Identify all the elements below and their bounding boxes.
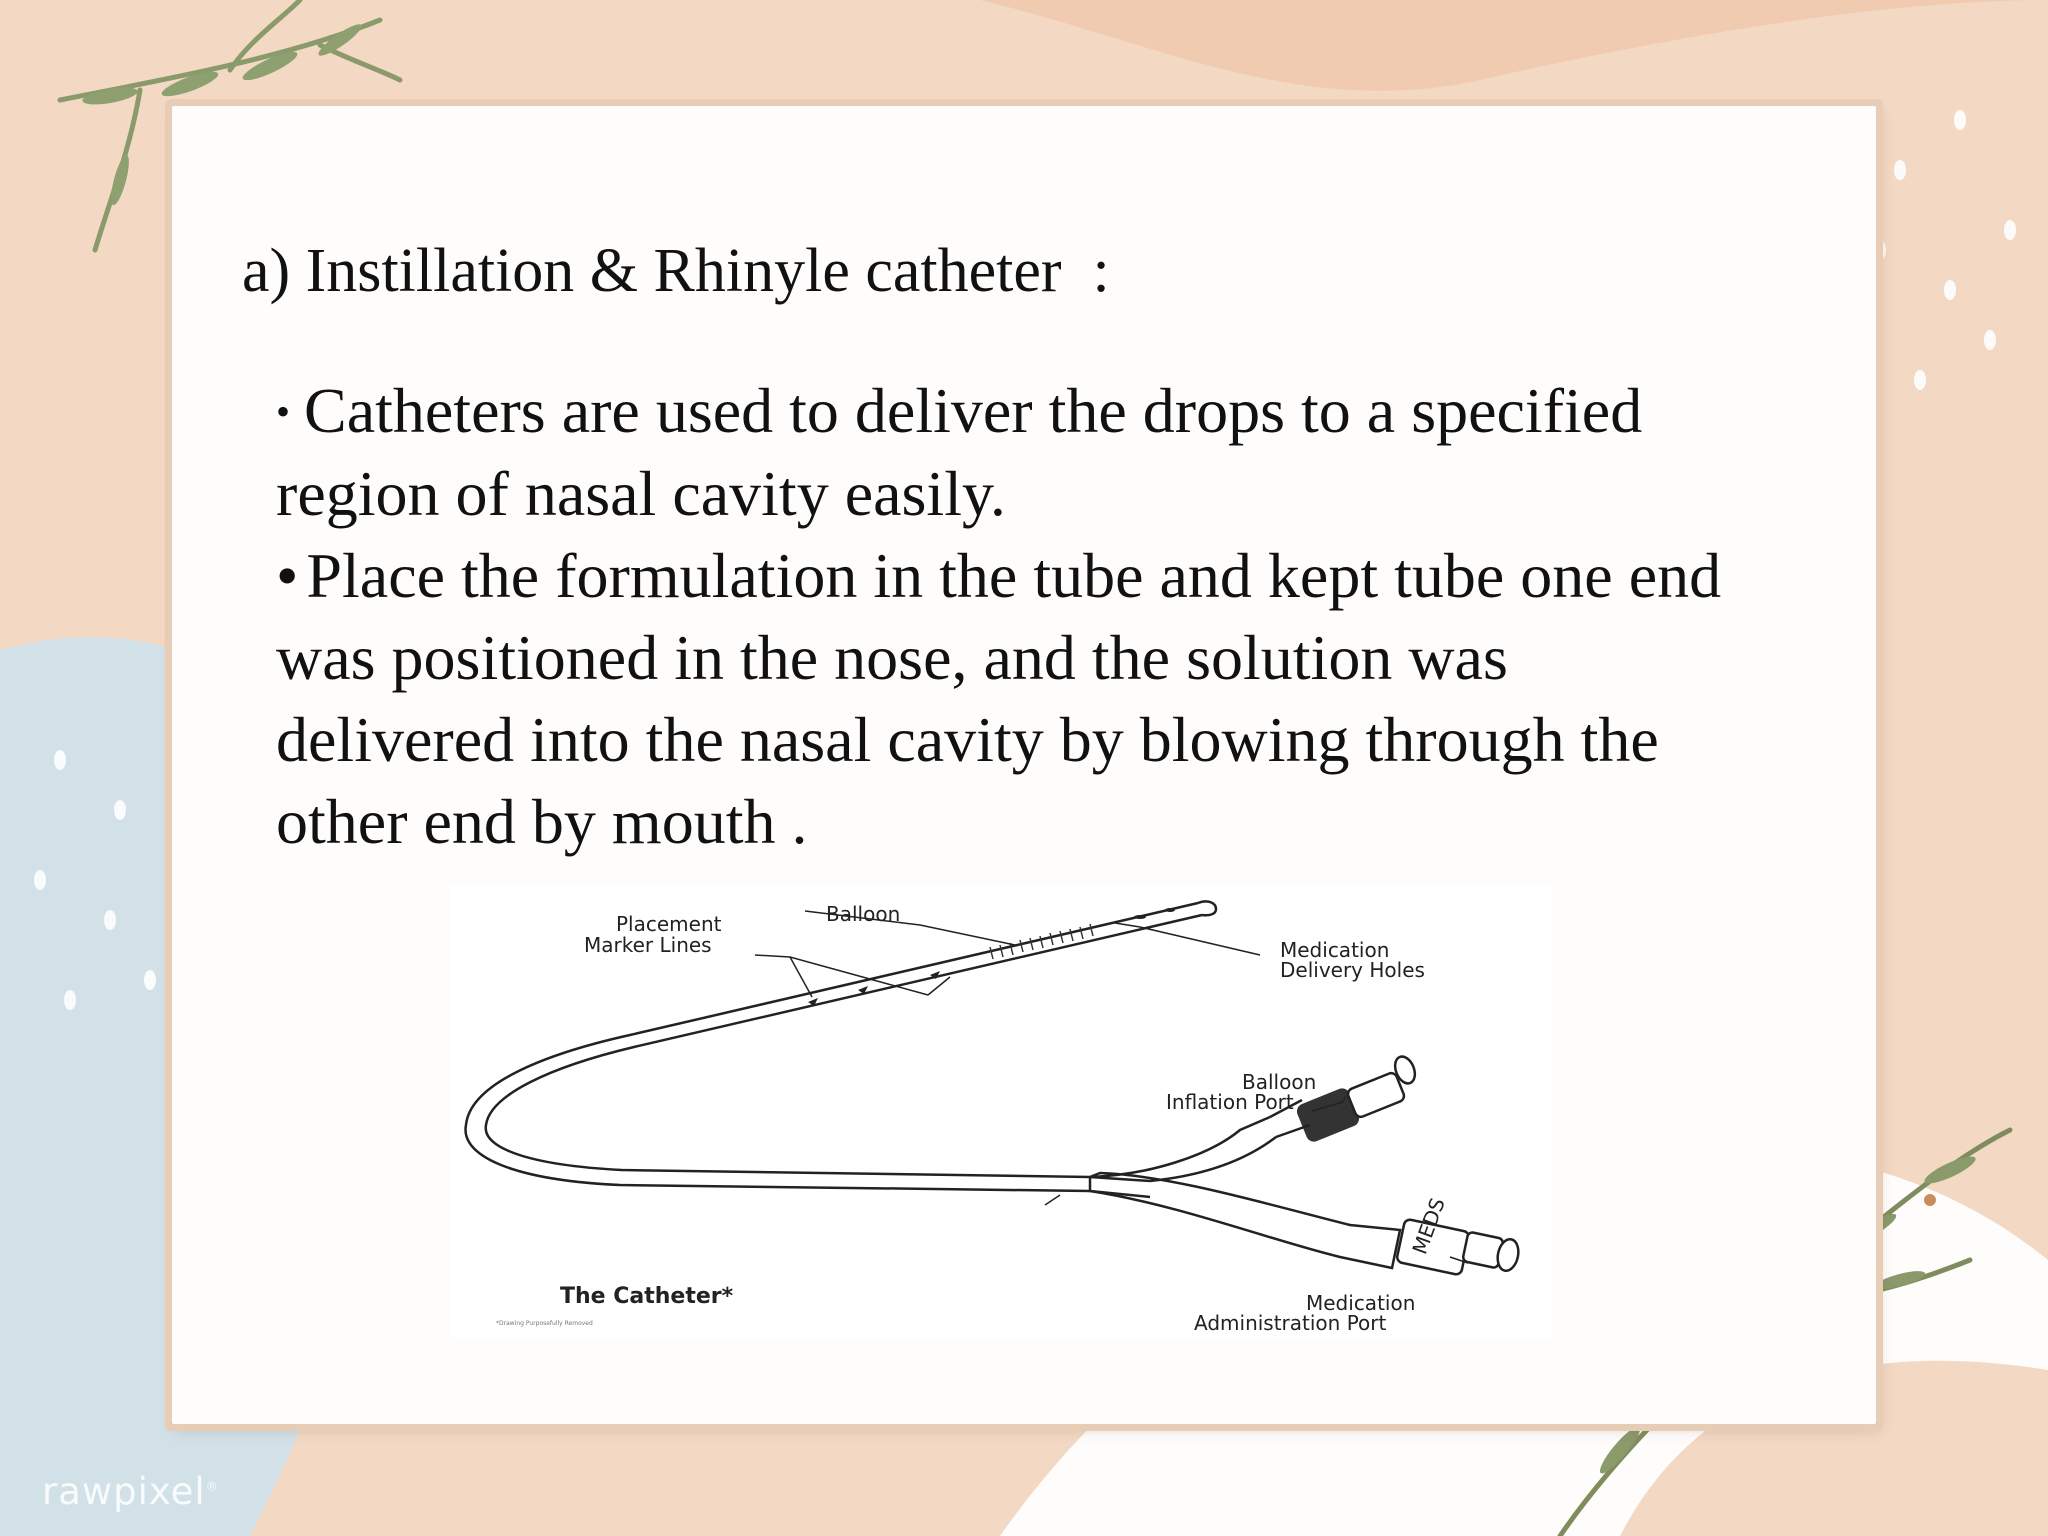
balloon-segment xyxy=(990,924,1093,959)
medication-administration-port xyxy=(1396,1195,1521,1276)
brand-mark: ® xyxy=(205,1479,219,1494)
slide-heading: a) Instillation & Rhinyle catheter : xyxy=(242,237,1110,305)
bullet-2-line-3: delivered into the nasal cavity by blowing through the xyxy=(276,703,1659,775)
catheter-y-branch-inner xyxy=(1150,1137,1276,1181)
bullet-2-line-2: was positioned in the nose, and the solution was xyxy=(276,621,1508,693)
label-delivery-1: Medication xyxy=(1280,938,1390,962)
rawpixel-watermark xyxy=(42,1470,219,1513)
bullet-marker: • xyxy=(276,388,291,434)
catheter-body xyxy=(1090,1173,1400,1268)
figure-caption: The Catheter* xyxy=(560,1284,734,1309)
catheter-drawing xyxy=(450,885,1552,1338)
label-inflation-1: Balloon xyxy=(1242,1070,1317,1094)
brand-name: rawpixel xyxy=(42,1470,206,1513)
catheter-tube xyxy=(466,903,1198,1197)
catheter-diagram xyxy=(450,885,1552,1338)
label-placement-1: Placement xyxy=(616,912,722,936)
label-delivery-2: Delivery Holes xyxy=(1280,958,1425,982)
label-balloon: Balloon xyxy=(826,902,901,926)
figure-caption-note: *Drawing Purposefully Removed xyxy=(496,1320,593,1327)
bullet-marker: • xyxy=(276,539,299,611)
bullet-1-line-1: Catheters are used to deliver the drops to a specified xyxy=(304,375,1643,446)
bullet-item-2 xyxy=(276,535,1836,863)
catheter-y-branch xyxy=(1090,1117,1270,1177)
label-admin-2: Administration Port xyxy=(1194,1311,1387,1335)
bullet-1-line-2: region of nasal cavity easily. xyxy=(276,457,1006,529)
bullet-list xyxy=(276,370,1836,863)
port-imprint: MEDS xyxy=(1407,1194,1450,1258)
label-admin-1: Medication xyxy=(1306,1291,1416,1315)
label-placement-2: Marker Lines xyxy=(584,933,712,957)
bullet-2-line-4: other end by mouth . xyxy=(276,785,808,857)
catheter-tip xyxy=(1198,901,1216,915)
bullet-2-line-1: Place the formulation in the tube and kept tube one end xyxy=(306,539,1722,611)
label-inflation-2: Inflation Port xyxy=(1166,1090,1294,1114)
bullet-item-1 xyxy=(276,370,1836,535)
